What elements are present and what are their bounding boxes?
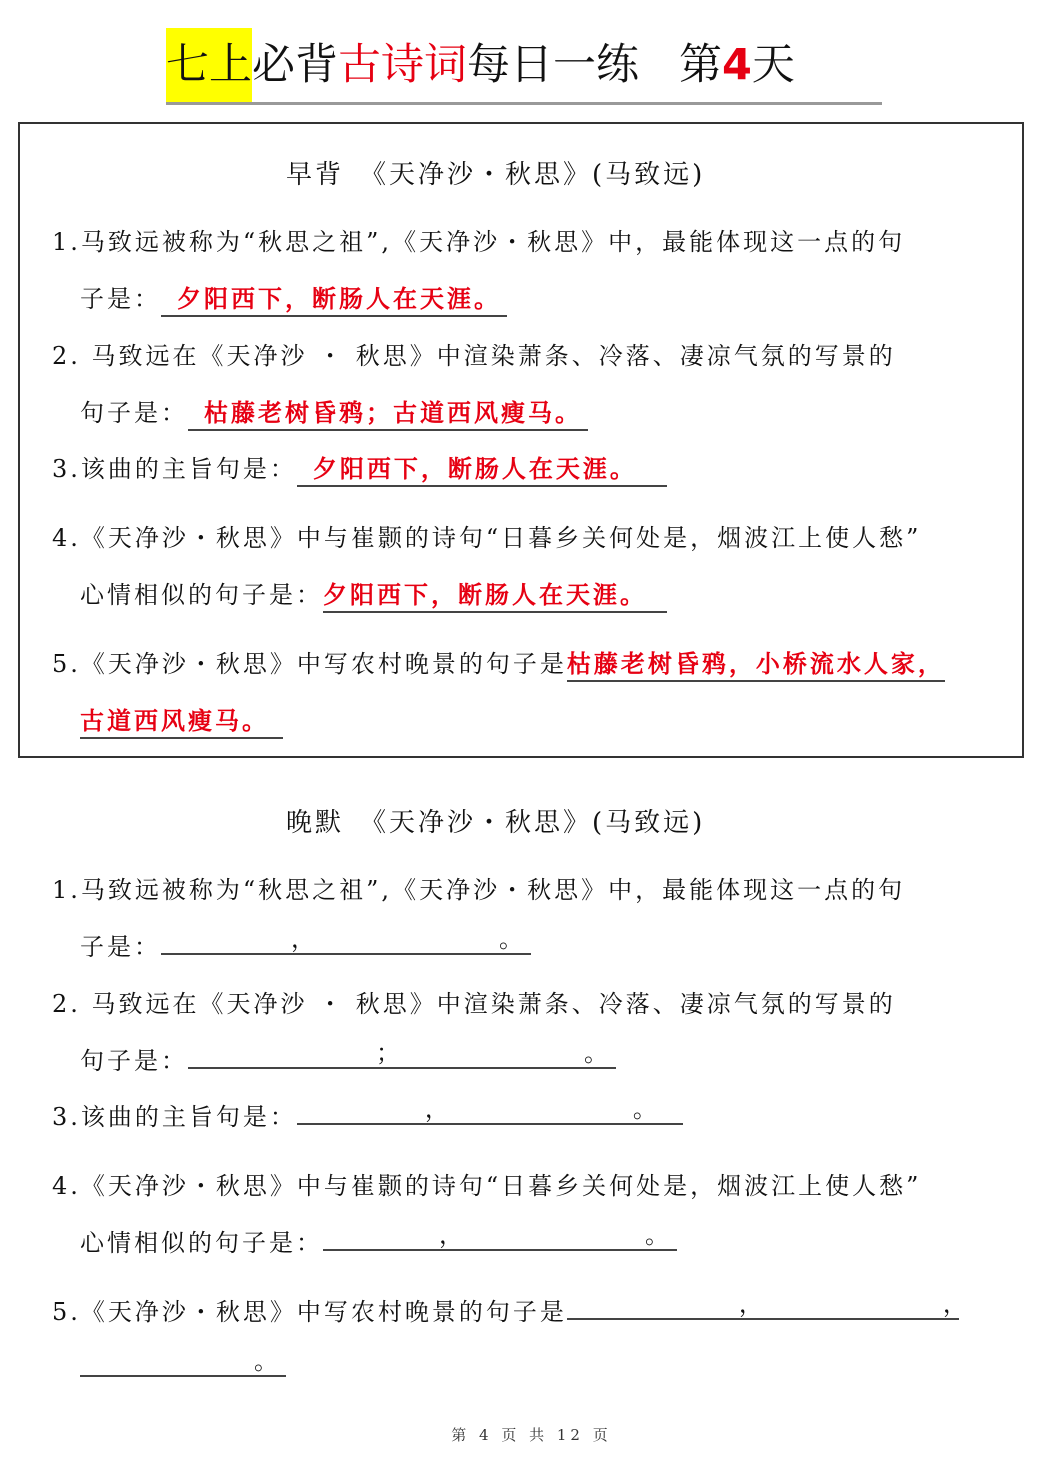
morning-q1-line1: 1.马致远被称为“秋思之祖”,《天净沙・秋思》中，最能体现这一点的句 (52, 228, 906, 256)
evening-q5-label: 5.《天净沙・秋思》中写农村晚景的句子是 (52, 1298, 567, 1326)
evening-q4-line2 (80, 1221, 677, 1259)
evening-q4-comma: ， (439, 1221, 466, 1249)
morning-q5-label: 5.《天净沙・秋思》中写农村晚景的句子是 (52, 650, 567, 678)
evening-q1-comma: ， (291, 925, 318, 953)
evening-q5-blank-1[interactable] (567, 1290, 970, 1320)
morning-q5-line2 (80, 705, 283, 739)
morning-q5-answer-2: 古道西风瘦马。 (80, 705, 283, 739)
morning-q3-label: 3.该曲的主旨句是： (52, 455, 297, 483)
title-day-number: 4 (722, 40, 752, 90)
evening-section-title: 晚默 《天净沙・秋思》(马致远) (286, 808, 706, 838)
morning-q4-line1: 4.《天净沙・秋思》中与崔颢的诗句“日暮乡关何处是，烟波江上使人愁” (52, 524, 922, 552)
page-footer: 第 4 页 共 12 页 (451, 1426, 612, 1444)
evening-q5-period: 。 (254, 1347, 281, 1375)
morning-q2-line1: 2. 马致远在《天净沙 ・ 秋思》中渲染萧条、冷落、凄凉气氛的写景的 (52, 342, 896, 370)
evening-q1-line1: 1.马致远被称为“秋思之祖”,《天净沙・秋思》中，最能体现这一点的句 (52, 876, 906, 904)
evening-q2-line1: 2. 马致远在《天净沙 ・ 秋思》中渲染萧条、冷落、凄凉气氛的写景的 (52, 990, 896, 1018)
evening-q5-line1 (52, 1290, 970, 1328)
evening-q4-blank[interactable] (323, 1221, 677, 1251)
title-day-suffix: 天 (751, 40, 795, 90)
morning-q4-answer: 夕阳西下，断肠人在天涯。 (323, 579, 667, 613)
evening-q5-comma-2: ， (942, 1290, 970, 1318)
morning-q5-answer-1: 枯藤老树昏鸦，小桥流水人家， (567, 648, 945, 682)
page-title (166, 28, 882, 105)
morning-q1-label: 子是： (80, 285, 161, 313)
evening-q1-blank[interactable] (161, 925, 531, 955)
evening-q3-label: 3.该曲的主旨句是： (52, 1103, 297, 1131)
morning-q2-answer: 枯藤老树昏鸦；古道西风瘦马。 (188, 397, 588, 431)
evening-q3-period: 。 (632, 1095, 660, 1123)
morning-q5-line1 (52, 648, 945, 682)
morning-q4-label: 心情相似的句子是： (80, 581, 323, 609)
evening-q5-line2 (80, 1347, 286, 1385)
morning-q1-answer: 夕阳西下，断肠人在天涯。 (161, 283, 507, 317)
evening-q4-period: 。 (645, 1221, 672, 1249)
evening-q1-label: 子是： (80, 933, 161, 961)
evening-q2-line2 (80, 1039, 616, 1077)
evening-q3-blank[interactable] (297, 1095, 683, 1125)
evening-q5-blank-2[interactable] (80, 1347, 286, 1377)
morning-q2-label: 句子是： (80, 399, 188, 427)
evening-q4-label: 心情相似的句子是： (80, 1229, 323, 1257)
evening-q2-label: 句子是： (80, 1047, 188, 1075)
morning-q4-line2 (80, 579, 667, 613)
evening-q5-comma-1: ， (738, 1290, 766, 1318)
title-part-daily: 每日一练 (467, 40, 639, 90)
morning-section-title: 早背 《天净沙・秋思》(马致远) (286, 160, 706, 190)
title-part-highlight: 七上 (166, 28, 252, 102)
morning-q3-answer: 夕阳西下，断肠人在天涯。 (297, 453, 667, 487)
evening-q4-line1: 4.《天净沙・秋思》中与崔颢的诗句“日暮乡关何处是，烟波江上使人愁” (52, 1172, 922, 1200)
evening-q1-period: 。 (499, 925, 526, 953)
evening-q3-line (52, 1095, 683, 1133)
title-part-poetry: 古诗词 (338, 40, 467, 90)
title-part-bibei: 必背 (252, 40, 338, 90)
evening-q3-comma: ， (424, 1095, 452, 1123)
title-day-prefix: 第 (679, 40, 722, 90)
evening-q2-period: 。 (584, 1039, 611, 1067)
morning-q3-line (52, 453, 667, 487)
morning-q1-line2 (80, 283, 507, 317)
evening-q1-line2 (80, 925, 531, 963)
evening-q2-semicolon: ； (376, 1039, 403, 1067)
morning-q2-line2 (80, 397, 588, 431)
evening-q2-blank[interactable] (188, 1039, 616, 1069)
